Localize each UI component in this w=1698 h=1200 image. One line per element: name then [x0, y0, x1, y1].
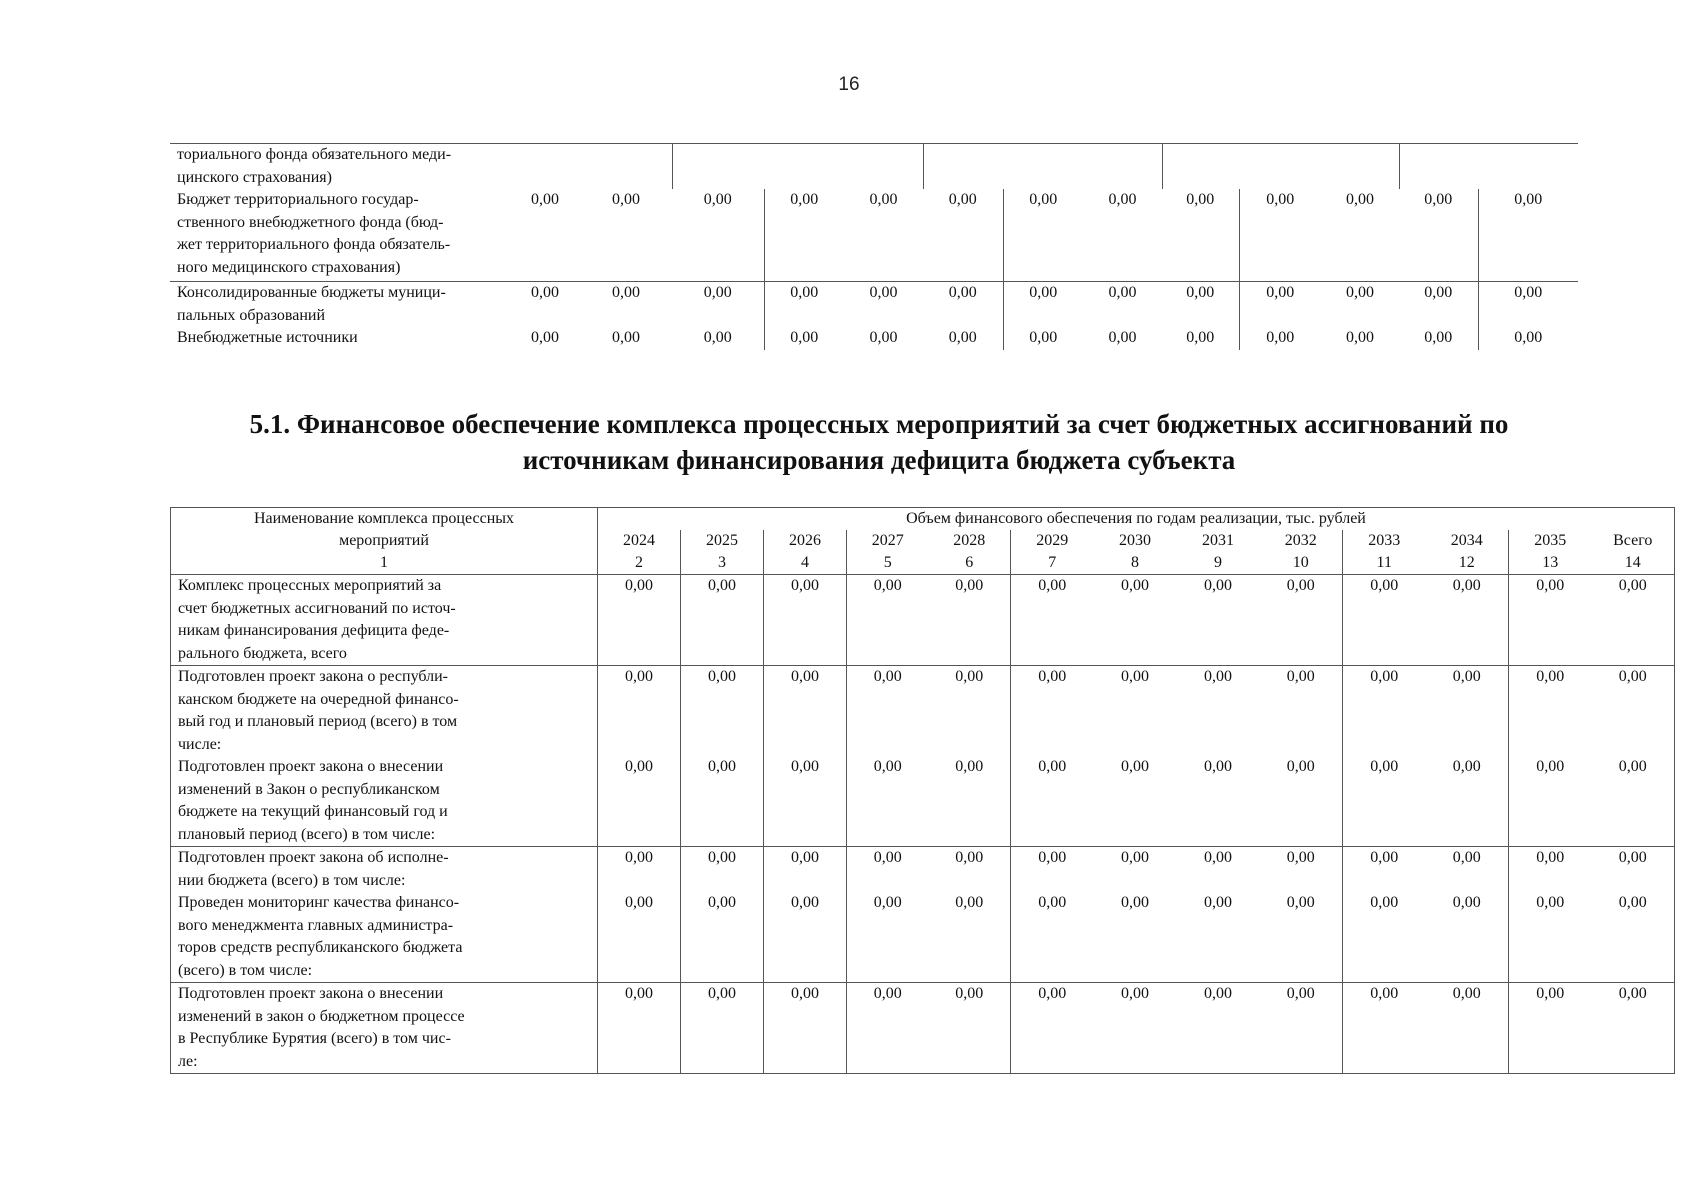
column-number: 8: [1094, 552, 1177, 575]
value-cell: 0,00: [1286, 849, 1315, 866]
column-number: 3: [681, 552, 764, 575]
value-cell: 0,00: [1343, 983, 1426, 1074]
value-cell: 0,00: [847, 666, 929, 757]
value-cell: 0,00: [1094, 892, 1177, 983]
value-cell: 0,00: [1509, 756, 1592, 847]
column-number: 7: [1011, 552, 1094, 575]
row-name: [170, 144, 510, 190]
row-name-line: канском бюджете на очередной финансо-: [178, 690, 459, 708]
value-cell: 0,00: [681, 756, 764, 847]
table-row: [171, 892, 1675, 983]
row-name-line: Подготовлен проект закона об исполне-: [178, 849, 449, 866]
column-number: 1: [380, 554, 388, 571]
value-cell: 0,00: [1204, 668, 1232, 685]
year-header: 2032: [1284, 532, 1317, 549]
value-cell: 0,00: [1121, 668, 1149, 685]
value-cell: 0,00: [764, 892, 847, 983]
row-name-line: никам финансирования дефицита феде-: [178, 622, 450, 639]
value-cell: 0,00: [1083, 189, 1162, 282]
row-name-line: ториального фонда обязательного меди-: [177, 146, 452, 163]
page-number: 16: [838, 74, 860, 95]
row-name: [171, 666, 598, 757]
value-cell: 0,00: [598, 575, 681, 666]
value-cell: 0,00: [764, 327, 844, 350]
row-name-line: Бюджет территориального государ-: [177, 191, 419, 208]
row-name-line: счет бюджетных ассигнований по источ-: [178, 599, 456, 617]
column-number: 5: [847, 552, 929, 575]
column-number: 11: [1343, 552, 1426, 575]
value-cell: 0,00: [869, 329, 898, 346]
value-cell: 0,00: [672, 189, 764, 282]
value-cell: 0,00: [929, 983, 1011, 1074]
section-heading: [170, 406, 1588, 478]
value-cell: 0,00: [1260, 575, 1343, 666]
value-cell: 0,00: [764, 666, 847, 757]
value-cell: 0,00: [1426, 575, 1509, 666]
value-cell: 0,00: [681, 666, 764, 757]
row-name-line: плановый период (всего) в том числе:: [178, 825, 436, 843]
value-cell: 0,00: [1426, 892, 1509, 983]
table-row: [170, 327, 1578, 350]
value-cell: 0,00: [764, 847, 847, 893]
row-name: [170, 189, 510, 282]
value-cell: 0,00: [1426, 983, 1509, 1074]
value-cell: 0,00: [923, 189, 1003, 282]
year-header: 2034: [1450, 532, 1483, 549]
column-group-header: Объем финансового обеспечения по годам реализации, тыс. рублей: [598, 508, 1675, 531]
value-cell: 0,00: [1592, 983, 1675, 1074]
row-name-line: вый год и плановый период (всего) в том: [178, 713, 458, 730]
row-name-line: Комплекс процессных мероприятий за: [178, 577, 442, 594]
row-name-line: в Республике Бурятия (всего) в том чис-: [178, 1030, 451, 1047]
row-name: [171, 575, 598, 666]
row-name: [171, 892, 598, 983]
value-cell: 0,00: [948, 284, 977, 301]
value-cell: 0,00: [764, 575, 847, 666]
value-cell: 0,00: [1478, 189, 1578, 282]
column-number: 14: [1592, 552, 1675, 575]
row-name: [171, 756, 598, 847]
table-row: [171, 847, 1675, 893]
value-cell: 0,00: [598, 983, 681, 1074]
year-header: 2035: [1509, 530, 1592, 552]
value-cell: 0,00: [703, 284, 732, 301]
year-header: 2033: [1343, 530, 1426, 552]
value-cell: 0,00: [598, 756, 681, 847]
value-cell: 0,00: [764, 189, 844, 282]
value-cell: 0,00: [1011, 575, 1094, 666]
value-cell: 0,00: [1121, 849, 1149, 866]
value-cell: 0,00: [1239, 189, 1321, 282]
value-cell: 0,00: [847, 847, 929, 893]
value-cell: 0,00: [1343, 892, 1426, 983]
value-cell: 0,00: [1592, 575, 1675, 666]
year-header: 2028: [953, 532, 986, 549]
value-cell: 0,00: [929, 575, 1011, 666]
value-cell: 0,00: [1108, 284, 1137, 301]
value-cell: 0,00: [580, 189, 672, 282]
value-cell: 0,00: [1186, 284, 1215, 301]
year-header: 2026: [764, 530, 847, 552]
value-cell: 0,00: [1618, 849, 1647, 866]
value-cell: 0,00: [612, 284, 640, 301]
value-cell: 0,00: [1343, 756, 1426, 847]
table-row: [171, 756, 1675, 847]
value-cell: 0,00: [1346, 284, 1374, 301]
row-name-line: торов средств республиканского бюджета: [178, 939, 463, 956]
value-cell: 0,00: [1343, 666, 1426, 757]
value-cell: 0,00: [1260, 892, 1343, 983]
value-cell: 0,00: [1424, 329, 1453, 346]
value-cell: 0,00: [1204, 849, 1232, 866]
value-cell: 0,00: [1177, 983, 1260, 1074]
value-cell: 0,00: [1260, 983, 1343, 1074]
value-cell: 0,00: [1108, 329, 1137, 346]
value-cell: 0,00: [510, 189, 580, 282]
value-cell: 0,00: [1509, 847, 1592, 893]
value-cell: 0,00: [847, 756, 929, 847]
table-row: [171, 666, 1675, 757]
value-cell: 0,00: [847, 983, 929, 1074]
column-header-name: [171, 508, 598, 575]
value-cell: 0,00: [531, 284, 559, 301]
row-name-line: изменений в Закон о республиканском: [178, 780, 440, 798]
value-cell: 0,00: [1003, 282, 1083, 328]
value-cell: 0,00: [955, 849, 984, 866]
table-header-row: [171, 508, 1675, 531]
row-name-line: Внебюджетные источники: [177, 329, 358, 346]
value-cell: 0,00: [1011, 892, 1094, 983]
value-cell: 0,00: [1452, 849, 1481, 866]
row-name-line: ственного внебюджетного фонда (бюд-: [177, 213, 444, 231]
value-cell: 0,00: [1239, 327, 1321, 350]
value-cell: 0,00: [764, 756, 847, 847]
value-cell: 0,00: [1177, 575, 1260, 666]
value-cell: 0,00: [1003, 189, 1083, 282]
section-heading-line: источникам финансирования дефицита бюджета субъекта: [522, 445, 1236, 475]
value-cell: 0,00: [1239, 282, 1321, 328]
value-cell: 0,00: [1094, 983, 1177, 1074]
row-name-line: пальных образований: [177, 306, 325, 324]
value-cell: 0,00: [847, 575, 929, 666]
value-cell: 0,00: [1094, 575, 1177, 666]
value-cell: 0,00: [929, 756, 1011, 847]
value-cell: 0,00: [681, 847, 764, 893]
value-cell: 0,00: [1478, 282, 1578, 328]
value-cell: 0,00: [1186, 329, 1215, 346]
column-number: 12: [1426, 552, 1509, 575]
value-cell: 0,00: [1452, 668, 1481, 685]
value-cell: 0,00: [1618, 668, 1647, 685]
value-cell: 0,00: [764, 983, 847, 1074]
row-name-line: ле:: [178, 1052, 198, 1070]
year-header: 2027: [847, 530, 929, 552]
row-name-line: нии бюджета (всего) в том числе:: [178, 871, 406, 889]
row-name-line: Консолидированные бюджеты муници-: [177, 284, 446, 301]
value-cell: 0,00: [1011, 756, 1094, 847]
row-name-line: цинского страхования): [177, 168, 332, 186]
value-cell: 0,00: [948, 329, 977, 346]
value-cell: 0,00: [1346, 329, 1374, 346]
row-name-line: жет территориального фонда обязатель-: [177, 236, 451, 253]
table-row: [170, 144, 1578, 190]
value-cell: 0,00: [681, 892, 764, 983]
row-name-line: изменений в закон о бюджетном процессе: [178, 1007, 465, 1025]
table-row: [171, 575, 1675, 666]
year-header: 2029: [1011, 530, 1094, 552]
value-cell: 0,00: [929, 892, 1011, 983]
table-row: [170, 189, 1578, 282]
row-name-line: (всего) в том числе:: [178, 961, 313, 979]
value-cell: 0,00: [1509, 892, 1592, 983]
value-cell: 0,00: [1177, 756, 1260, 847]
value-cell: 0,00: [1011, 983, 1094, 1074]
value-cell: 0,00: [1478, 327, 1578, 350]
value-cell: 0,00: [1011, 666, 1094, 757]
value-cell: 0,00: [955, 668, 984, 685]
row-name: [171, 983, 598, 1074]
row-name-line: Подготовлен проект закона о республи-: [178, 668, 448, 685]
row-name: [170, 282, 510, 328]
row-name-line: ного медицинского страхования): [177, 258, 401, 276]
value-cell: 0,00: [1592, 756, 1675, 847]
row-name-line: Подготовлен проект закона о внесении: [178, 985, 444, 1002]
value-cell: 0,00: [1177, 892, 1260, 983]
row-name-line: числе:: [178, 735, 222, 753]
table-row: [171, 983, 1675, 1074]
row-name-line: рального бюджета, всего: [178, 644, 347, 662]
value-cell: 0,00: [598, 847, 681, 893]
value-cell: 0,00: [1343, 575, 1426, 666]
value-cell: 0,00: [1003, 327, 1083, 350]
continuation-table: [170, 143, 1578, 350]
column-number: 9: [1177, 552, 1260, 575]
section-heading-line: 5.1. Финансовое обеспечение комплекса процессных мероприятий за счет бюджетных ассигнований по: [249, 409, 1509, 439]
financing-table: [170, 507, 1675, 1074]
value-cell: 0,00: [1509, 575, 1592, 666]
row-name-line: вого менеджмента главных администра-: [178, 916, 454, 934]
value-cell: 0,00: [681, 983, 764, 1074]
column-number: 13: [1509, 552, 1592, 575]
value-cell: 0,00: [1260, 756, 1343, 847]
value-cell: 0,00: [1399, 189, 1478, 282]
column-number: 2: [598, 552, 681, 575]
year-header: Всего: [1613, 532, 1653, 549]
value-cell: 0,00: [598, 666, 681, 757]
column-number: 10: [1260, 552, 1343, 575]
value-cell: 0,00: [1424, 284, 1453, 301]
value-cell: 0,00: [869, 284, 898, 301]
row-name-line: бюджете на текущий финансовый год и: [178, 803, 448, 820]
year-header: 2030: [1119, 532, 1151, 549]
value-cell: 0,00: [1286, 668, 1315, 685]
value-cell: 0,00: [847, 892, 929, 983]
value-cell: 0,00: [1343, 847, 1426, 893]
value-cell: 0,00: [681, 575, 764, 666]
value-cell: 0,00: [1011, 847, 1094, 893]
column-number: 6: [929, 552, 1011, 575]
value-cell: 0,00: [764, 282, 844, 328]
column-header-line: мероприятий: [339, 532, 429, 549]
column-header-line: Наименование комплекса процессных: [253, 510, 515, 527]
row-name-line: Проведен мониторинг качества финансо-: [178, 894, 460, 911]
value-cell: 0,00: [1509, 666, 1592, 757]
value-cell: 0,00: [1426, 756, 1509, 847]
value-cell: 0,00: [1162, 189, 1239, 282]
table-row: [170, 282, 1578, 328]
value-cell: 0,00: [844, 189, 923, 282]
year-header: 2024: [598, 530, 681, 552]
column-number: 4: [764, 552, 847, 575]
value-cell: 0,00: [612, 329, 640, 346]
row-name: [170, 327, 510, 350]
year-header: 2025: [681, 530, 764, 552]
value-cell: 0,00: [531, 329, 559, 346]
value-cell: 0,00: [1509, 983, 1592, 1074]
value-cell: 0,00: [1094, 756, 1177, 847]
value-cell: 0,00: [1321, 189, 1399, 282]
year-header: 2031: [1202, 532, 1234, 549]
row-name: [171, 847, 598, 893]
value-cell: 0,00: [703, 329, 732, 346]
row-name-line: Подготовлен проект закона о внесении: [178, 758, 444, 775]
value-cell: 0,00: [598, 892, 681, 983]
value-cell: 0,00: [1592, 892, 1675, 983]
